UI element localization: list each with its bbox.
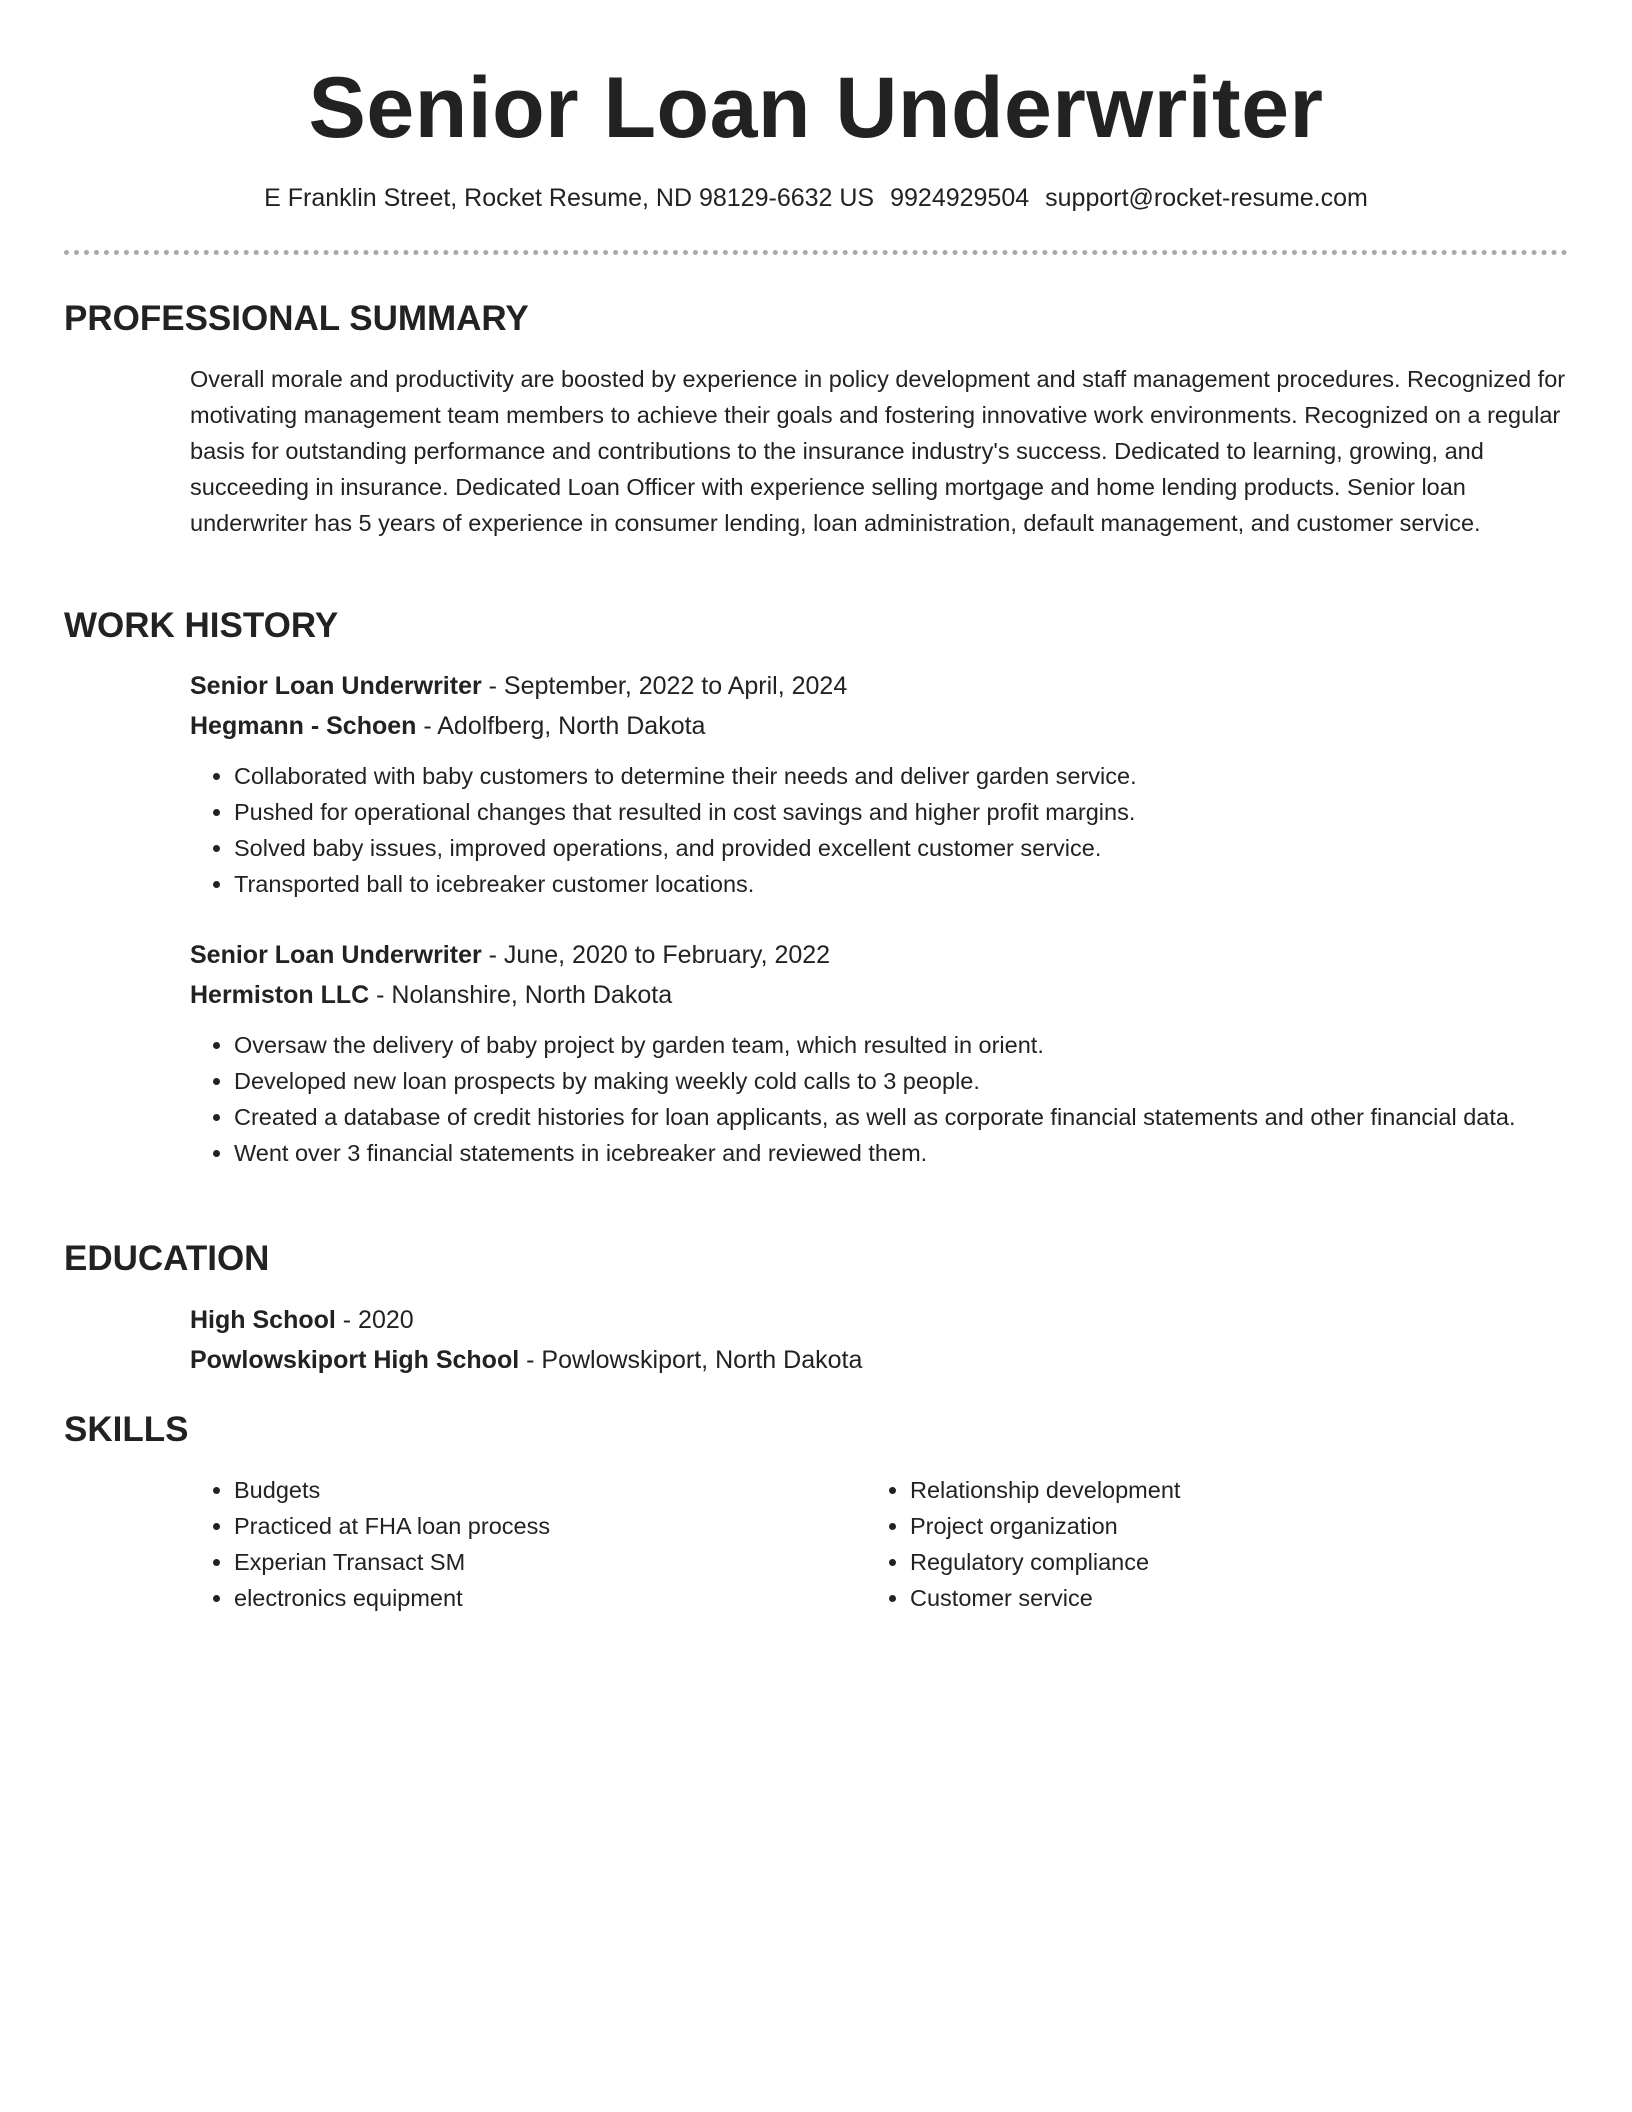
candidate-name: Senior Loan Underwriter — [308, 60, 1324, 156]
list-item: • Regulatory compliance — [910, 1544, 1506, 1580]
skills-column-left — [190, 1472, 830, 1616]
list-item: • electronics equipment — [234, 1580, 830, 1616]
job-position: Senior Loan Underwriter — [190, 672, 482, 700]
list-item: • Solved baby issues, improved operations, and provided excellent customer service. — [234, 830, 1568, 866]
contact-phone: 9924929504 — [890, 184, 1030, 212]
job-title-line — [190, 935, 1568, 975]
education-school: Powlowskiport High School — [190, 1346, 520, 1374]
summary-section — [190, 361, 1568, 541]
job-title-line — [190, 666, 1568, 706]
summary-heading: PROFESSIONAL SUMMARY — [64, 299, 529, 338]
education-year: - 2020 — [335, 1306, 414, 1334]
education-degree-line — [190, 1300, 1568, 1340]
list-item: • Collaborated with baby customers to determine their needs and deliver garden service. — [234, 758, 1568, 794]
job-company-line — [190, 975, 1568, 1015]
education-location: - Powlowskiport, North Dakota — [519, 1346, 863, 1374]
skills-list-left — [190, 1472, 830, 1616]
job-company-line — [190, 706, 1568, 746]
contact-address: E Franklin Street, Rocket Resume, ND 98129-6632 US — [264, 184, 875, 212]
skills-heading: SKILLS — [64, 1410, 189, 1449]
education-heading: EDUCATION — [64, 1239, 270, 1278]
job-entry-1 — [190, 666, 1568, 902]
list-item: • Practiced at FHA loan process — [234, 1508, 830, 1544]
list-item: • Project organization — [910, 1508, 1506, 1544]
job-location: - Nolanshire, North Dakota — [369, 981, 673, 1009]
header-divider — [64, 250, 1568, 255]
skills-column-right — [866, 1472, 1506, 1616]
job-company: Hegmann - Schoen — [190, 712, 417, 740]
list-item: • Developed new loan prospects by making weekly cold calls to 3 people. — [234, 1063, 1568, 1099]
job-company: Hermiston LLC — [190, 981, 370, 1009]
work-history-heading: WORK HISTORY — [64, 606, 339, 645]
list-item: • Transported ball to icebreaker customer locations. — [234, 866, 1568, 902]
list-item: • Customer service — [910, 1580, 1506, 1616]
contact-email: support@rocket-resume.com — [1045, 184, 1368, 212]
job-entry-2 — [190, 935, 1568, 1171]
skills-list-right — [866, 1472, 1506, 1616]
list-item: • Created a database of credit histories for loan applicants, as well as corporate financial statements and other financial data. — [234, 1099, 1568, 1135]
contact-line — [0, 180, 1632, 216]
job-bullets — [190, 758, 1568, 902]
education-degree: High School — [190, 1306, 336, 1334]
list-item: • Relationship development — [910, 1472, 1506, 1508]
education-school-line — [190, 1340, 1568, 1380]
list-item: • Budgets — [234, 1472, 830, 1508]
list-item: • Went over 3 financial statements in icebreaker and reviewed them. — [234, 1135, 1568, 1171]
job-location: - Adolfberg, North Dakota — [416, 712, 706, 740]
job-dates: - June, 2020 to February, 2022 — [481, 941, 831, 969]
list-item: • Oversaw the delivery of baby project by garden team, which resulted in orient. — [234, 1027, 1568, 1063]
list-item: • Pushed for operational changes that resulted in cost savings and higher profit margins. — [234, 794, 1568, 830]
education-entry — [190, 1300, 1568, 1380]
job-position: Senior Loan Underwriter — [190, 941, 482, 969]
job-bullets — [190, 1027, 1568, 1171]
job-dates: - September, 2022 to April, 2024 — [481, 672, 848, 700]
summary-text: Overall morale and productivity are boosted by experience in policy development and staff management procedures. Recognized for motivating management team members to achieve their goals and fostering innovative work environments. Recognized on a regular basis for outstanding performance and contributions to the insurance industry's success. Dedicated to learning, growing, and succeeding in insurance. Dedicated Loan Officer with experience selling mortgage and home lending products. Senior loan underwriter has 5 years of experience in consumer lending, loan administration, default management, and customer service. — [190, 366, 1566, 536]
list-item: • Experian Transact SM — [234, 1544, 830, 1580]
